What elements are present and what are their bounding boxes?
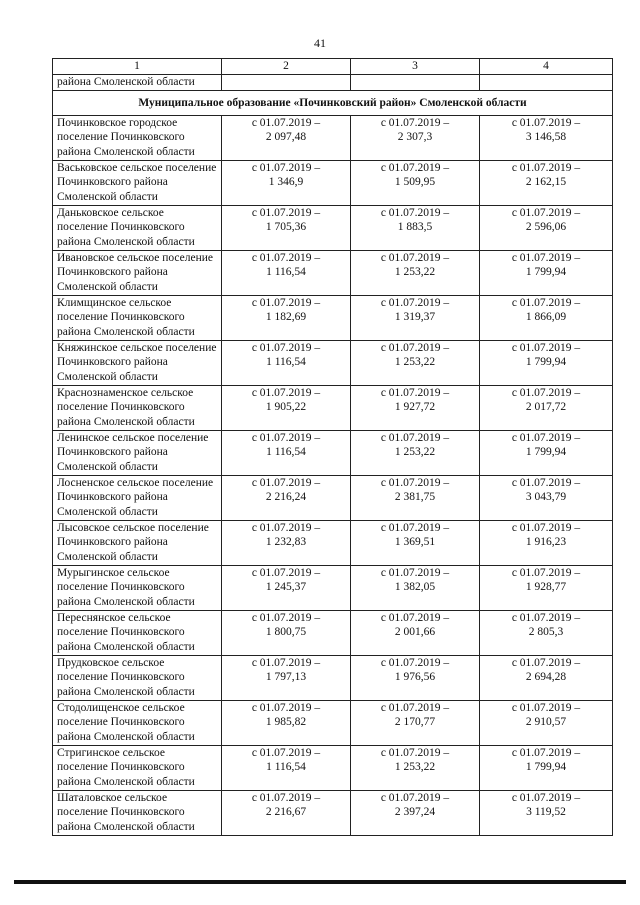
value-cell [222,296,351,341]
section-title: Муниципальное образование «Починковский район» Смоленской области [53,91,613,116]
effective-date: с 01.07.2019 – [251,252,321,264]
value-cell [480,521,613,566]
value-cell [351,521,480,566]
section-row [53,91,613,116]
value-amount: 1 916,23 [525,536,567,549]
value-cell [480,431,613,476]
value-cell [351,161,480,206]
value-amount: 2 216,67 [265,806,307,819]
value-cell [351,791,480,836]
table-row [53,566,613,611]
value-cell [480,656,613,701]
settlement-name: Переснянское сельское поселение Починковского района Смоленской области [57,612,195,653]
value-cell [222,656,351,701]
value-cell [351,701,480,746]
effective-date: с 01.07.2019 – [251,342,321,354]
effective-date: с 01.07.2019 – [511,477,581,489]
table-row [53,116,613,161]
settlement-name-cell [53,386,222,431]
table-row [53,746,613,791]
table-row [53,701,613,746]
effective-date: с 01.07.2019 – [380,477,450,489]
table-row [53,341,613,386]
table-row [53,431,613,476]
value-cell [222,206,351,251]
effective-date: с 01.07.2019 – [511,657,581,669]
settlement-name-cell [53,746,222,791]
value-amount: 2 017,72 [525,401,567,414]
bottom-rule [14,880,626,884]
effective-date: с 01.07.2019 – [251,162,321,174]
effective-date: с 01.07.2019 – [251,432,321,444]
table-row [53,161,613,206]
table-row [53,521,613,566]
value-cell [222,611,351,656]
settlement-name-cell [53,476,222,521]
effective-date: с 01.07.2019 – [380,522,450,534]
value-amount: 1 927,72 [394,401,436,414]
effective-date: с 01.07.2019 – [380,252,450,264]
value-cell [351,476,480,521]
effective-date: с 01.07.2019 – [511,432,581,444]
value-amount: 1 509,95 [394,176,436,189]
value-cell [351,746,480,791]
value-cell [351,611,480,656]
value-amount: 2 910,57 [525,716,567,729]
value-cell [351,296,480,341]
table-row [53,791,613,836]
value-cell [351,386,480,431]
value-amount: 1 705,36 [265,221,307,234]
effective-date: с 01.07.2019 – [511,747,581,759]
settlement-name-cell [53,611,222,656]
value-amount: 1 182,69 [265,311,307,324]
value-amount: 1 800,75 [265,626,307,639]
table-row [53,476,613,521]
value-amount: 1 253,22 [394,266,436,279]
settlement-name: Лосненское сельское поселение Починковского района Смоленской области [57,477,214,518]
value-cell [222,521,351,566]
settlement-name-cell [53,251,222,296]
column-header: 1 [53,59,222,75]
value-cell [222,746,351,791]
value-amount: 2 805,3 [528,626,564,639]
settlement-name: Шаталовское сельское поселение Починковского района Смоленской области [57,792,195,833]
settlement-name: Васьковское сельское поселение Починковского района Смоленской области [57,162,217,203]
settlement-name: Стодолищенское сельское поселение Починковского района Смоленской области [57,702,195,743]
effective-date: с 01.07.2019 – [380,117,450,129]
effective-date: с 01.07.2019 – [511,252,581,264]
effective-date: с 01.07.2019 – [511,207,581,219]
value-cell [480,746,613,791]
value-amount: 1 382,05 [394,581,436,594]
value-cell [351,206,480,251]
settlement-name: Ленинское сельское поселение Починковского района Смоленской области [57,432,209,473]
value-amount: 1 799,94 [525,266,567,279]
value-amount: 2 001,66 [394,626,436,639]
effective-date: с 01.07.2019 – [251,387,321,399]
settlement-name-cell [53,521,222,566]
value-amount: 1 369,51 [394,536,436,549]
settlement-name-cell [53,431,222,476]
value-cell [480,251,613,296]
empty-cell [351,75,480,91]
value-cell [480,386,613,431]
value-cell [480,341,613,386]
value-cell [480,566,613,611]
effective-date: с 01.07.2019 – [251,207,321,219]
continuation-text: района Смоленской области [53,75,222,91]
value-amount: 2 162,15 [525,176,567,189]
value-cell [222,251,351,296]
effective-date: с 01.07.2019 – [511,702,581,714]
value-amount: 2 397,24 [394,806,436,819]
value-cell [351,341,480,386]
settlement-name-cell [53,566,222,611]
value-amount: 1 253,22 [394,356,436,369]
tariff-table [52,58,613,836]
value-cell [480,791,613,836]
value-amount: 2 694,28 [525,671,567,684]
settlement-name: Даньковское сельское поселение Починковского района Смоленской области [57,207,195,248]
value-cell [480,296,613,341]
value-amount: 1 116,54 [266,761,306,774]
settlement-name: Краснознаменское сельское поселение Починковского района Смоленской области [57,387,195,428]
value-cell [222,431,351,476]
effective-date: с 01.07.2019 – [511,612,581,624]
effective-date: с 01.07.2019 – [511,297,581,309]
value-cell [222,701,351,746]
value-cell [222,566,351,611]
column-header: 4 [480,59,613,75]
value-cell [351,656,480,701]
value-cell [222,791,351,836]
effective-date: с 01.07.2019 – [251,567,321,579]
value-amount: 2 307,3 [397,131,433,144]
value-cell [480,206,613,251]
value-amount: 2 170,77 [394,716,436,729]
effective-date: с 01.07.2019 – [511,792,581,804]
effective-date: с 01.07.2019 – [380,342,450,354]
effective-date: с 01.07.2019 – [380,702,450,714]
effective-date: с 01.07.2019 – [380,207,450,219]
settlement-name-cell [53,791,222,836]
effective-date: с 01.07.2019 – [251,702,321,714]
effective-date: с 01.07.2019 – [511,387,581,399]
effective-date: с 01.07.2019 – [251,792,321,804]
value-cell [351,431,480,476]
effective-date: с 01.07.2019 – [251,477,321,489]
page-number: 41 [314,36,326,50]
effective-date: с 01.07.2019 – [380,162,450,174]
settlement-name: Стригинское сельское поселение Починковского района Смоленской области [57,747,195,788]
value-cell [222,161,351,206]
table-row [53,656,613,701]
settlement-name: Ивановское сельское поселение Починковского района Смоленской области [57,252,214,293]
settlement-name: Климщинское сельское поселение Починковского района Смоленской области [57,297,195,338]
value-cell [480,116,613,161]
column-header: 3 [351,59,480,75]
value-amount: 1 232,83 [265,536,307,549]
settlement-name-cell [53,161,222,206]
value-amount: 1 985,82 [265,716,307,729]
settlement-name-cell [53,116,222,161]
settlement-name-cell [53,341,222,386]
value-cell [222,476,351,521]
table-row [53,251,613,296]
empty-cell [480,75,613,91]
effective-date: с 01.07.2019 – [380,747,450,759]
value-amount: 1 799,94 [525,356,567,369]
value-amount: 2 381,75 [394,491,436,504]
header-row [53,59,613,75]
column-header: 2 [222,59,351,75]
effective-date: с 01.07.2019 – [380,792,450,804]
value-amount: 1 799,94 [525,761,567,774]
value-cell [480,611,613,656]
value-amount: 1 797,13 [265,671,307,684]
settlement-name-cell [53,296,222,341]
value-cell [351,116,480,161]
value-amount: 1 976,56 [394,671,436,684]
empty-cell [222,75,351,91]
value-amount: 1 253,22 [394,761,436,774]
effective-date: с 01.07.2019 – [380,567,450,579]
value-amount: 1 245,37 [265,581,307,594]
value-amount: 2 596,06 [525,221,567,234]
effective-date: с 01.07.2019 – [251,117,321,129]
value-amount: 2 216,24 [265,491,307,504]
value-amount: 3 043,79 [525,491,567,504]
value-amount: 1 116,54 [266,446,306,459]
effective-date: с 01.07.2019 – [380,657,450,669]
value-amount: 2 097,48 [265,131,307,144]
value-cell [480,701,613,746]
value-cell [480,476,613,521]
continuation-row [53,75,613,91]
value-cell [351,251,480,296]
effective-date: с 01.07.2019 – [511,162,581,174]
value-amount: 1 883,5 [397,221,433,234]
value-cell [222,386,351,431]
effective-date: с 01.07.2019 – [251,612,321,624]
value-amount: 1 116,54 [266,356,306,369]
value-cell [351,566,480,611]
effective-date: с 01.07.2019 – [380,432,450,444]
effective-date: с 01.07.2019 – [380,387,450,399]
value-amount: 1 319,37 [394,311,436,324]
effective-date: с 01.07.2019 – [511,117,581,129]
settlement-name-cell [53,206,222,251]
value-amount: 3 146,58 [525,131,567,144]
effective-date: с 01.07.2019 – [511,522,581,534]
effective-date: с 01.07.2019 – [380,612,450,624]
effective-date: с 01.07.2019 – [380,297,450,309]
value-cell [222,341,351,386]
effective-date: с 01.07.2019 – [251,297,321,309]
effective-date: с 01.07.2019 – [511,342,581,354]
table-row [53,206,613,251]
value-amount: 1 346,9 [268,176,304,189]
settlement-name-cell [53,701,222,746]
table-row [53,386,613,431]
settlement-name: Починковское городское поселение Починковского района Смоленской области [57,117,195,158]
effective-date: с 01.07.2019 – [251,657,321,669]
settlement-name-cell [53,656,222,701]
effective-date: с 01.07.2019 – [251,747,321,759]
value-cell [480,161,613,206]
value-amount: 1 799,94 [525,446,567,459]
value-amount: 1 928,77 [525,581,567,594]
table-body [53,59,613,836]
settlement-name: Княжинское сельское поселение Починковского района Смоленской области [57,342,217,383]
value-amount: 1 116,54 [266,266,306,279]
table-row [53,296,613,341]
value-amount: 1 866,09 [525,311,567,324]
settlement-name: Прудковское сельское поселение Починковского района Смоленской области [57,657,195,698]
value-cell [222,116,351,161]
value-amount: 3 119,52 [526,806,566,819]
settlement-name: Мурыгинское сельское поселение Починковского района Смоленской области [57,567,195,608]
effective-date: с 01.07.2019 – [251,522,321,534]
value-amount: 1 253,22 [394,446,436,459]
settlement-name: Лысовское сельское поселение Починковского района Смоленской области [57,522,209,563]
table-row [53,611,613,656]
value-amount: 1 905,22 [265,401,307,414]
effective-date: с 01.07.2019 – [511,567,581,579]
